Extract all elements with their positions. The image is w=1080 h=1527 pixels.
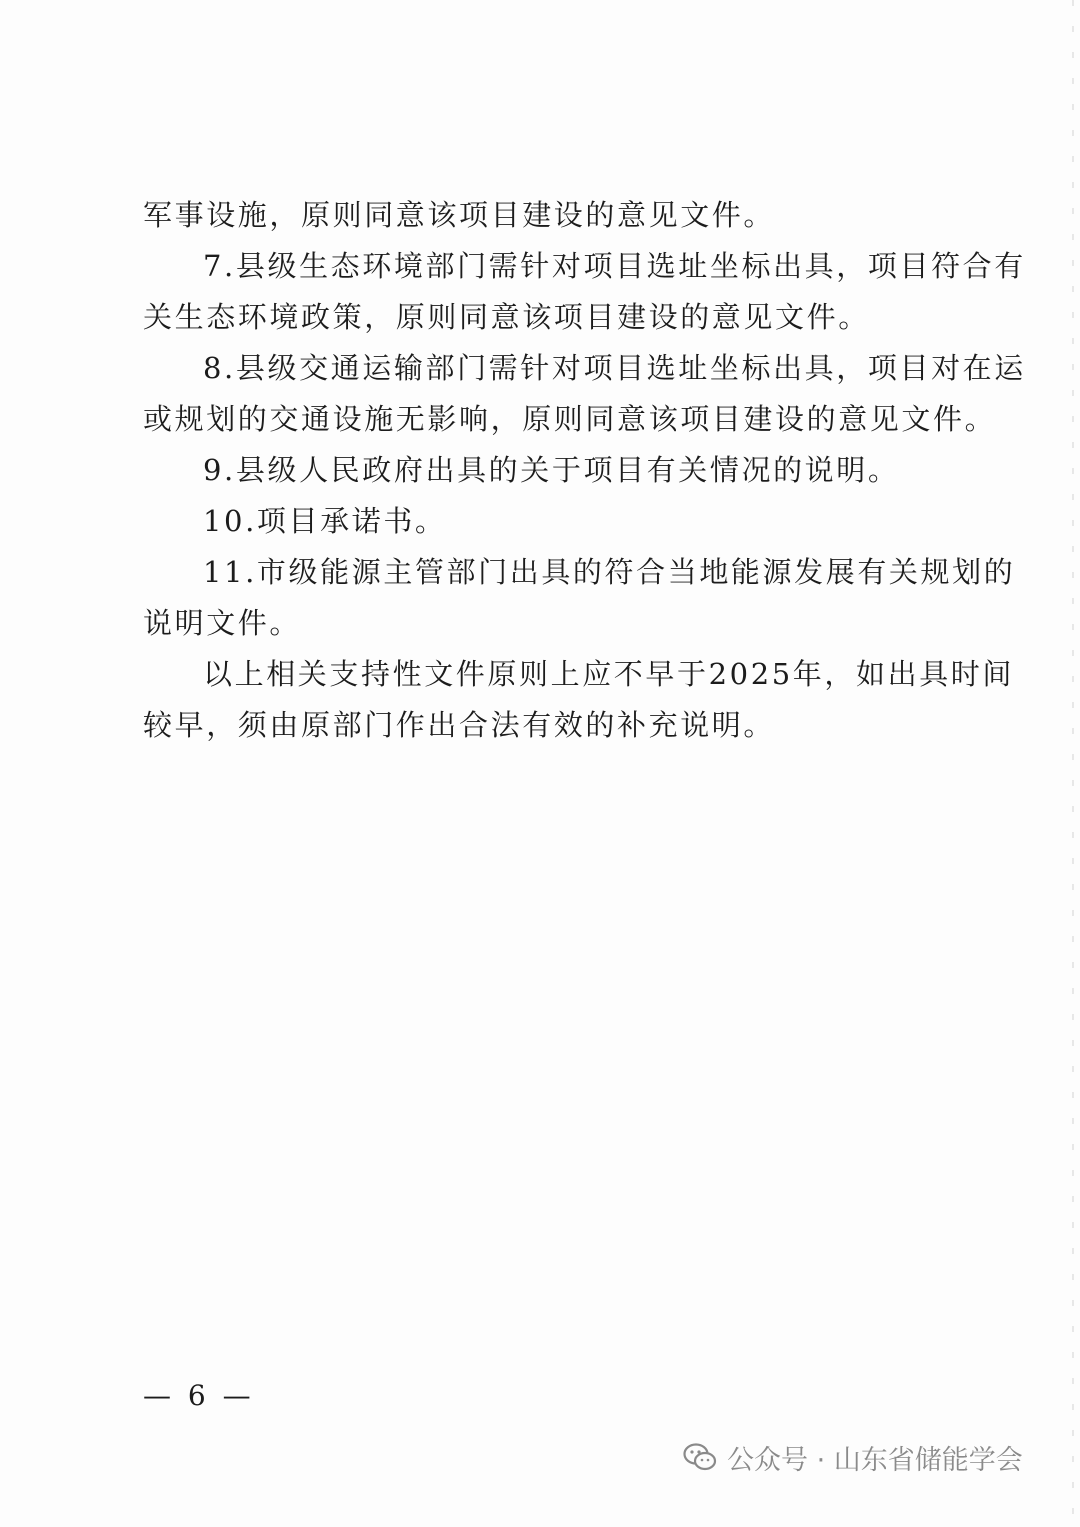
watermark-text: 公众号 · 山东省储能学会 xyxy=(727,1444,1023,1476)
document-body xyxy=(143,190,1026,751)
text-line: 关生态环境政策，原则同意该项目建设的意见文件。 xyxy=(143,300,870,334)
wechat-icon xyxy=(683,1442,717,1472)
list-item-7: 7.县级生态环境部门需针对项目选址坐标出具，项目符合有 xyxy=(203,249,1026,283)
list-item-8: 8.县级交通运输部门需针对项目选址坐标出具，项目对在运 xyxy=(203,351,1026,385)
watermark xyxy=(683,1437,1023,1477)
closing-paragraph: 以上相关支持性文件原则上应不早于2025年，如出具时间 xyxy=(203,657,1015,691)
text-line: 或规划的交通设施无影响，原则同意该项目建设的意见文件。 xyxy=(143,402,997,436)
list-item-9: 9.县级人民政府出具的关于项目有关情况的说明。 xyxy=(203,453,900,487)
page-number: — 6 — xyxy=(143,1379,255,1412)
scan-edge-marks xyxy=(1072,0,1074,1527)
text-line: 较早，须由原部门作出合法有效的补充说明。 xyxy=(143,708,776,742)
list-item-10: 10.项目承诺书。 xyxy=(203,504,447,538)
text-line: 说明文件。 xyxy=(143,606,302,640)
text-line: 军事设施，原则同意该项目建设的意见文件。 xyxy=(143,198,776,232)
list-item-11: 11.市级能源主管部门出具的符合当地能源发展有关规划的 xyxy=(203,555,1016,589)
